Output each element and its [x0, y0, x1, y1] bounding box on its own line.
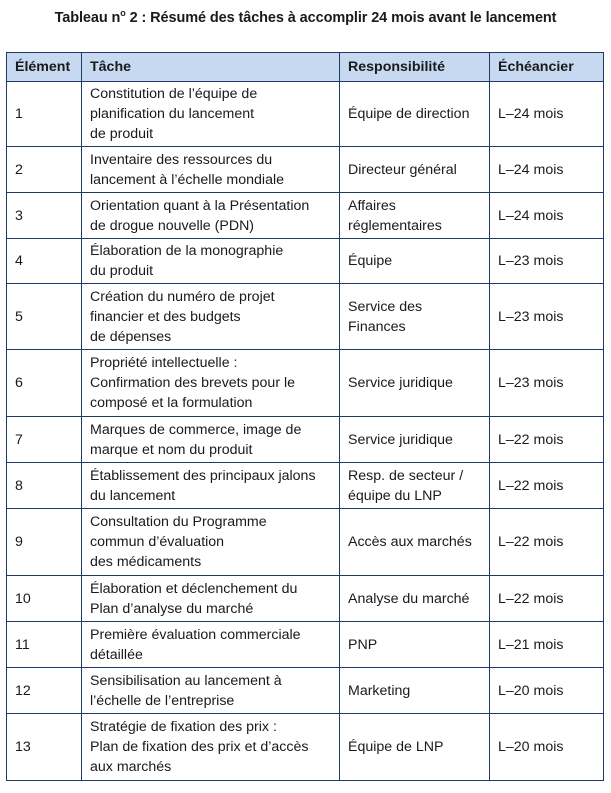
- cell-element: 3: [7, 193, 82, 239]
- cell-task: Marques de commerce, image de marque et nom du produit: [82, 417, 340, 463]
- cell-responsibility: Affaires réglementaires: [340, 193, 490, 239]
- cell-deadline: L–20 mois: [490, 714, 604, 781]
- table-row: [7, 350, 604, 417]
- cell-task: Élaboration et déclenchement du Plan d’analyse du marché: [82, 576, 340, 622]
- table-row: [7, 193, 604, 239]
- cell-task: Stratégie de fixation des prix : Plan de fixation des prix et d’accès aux marchés: [82, 714, 340, 781]
- cell-responsibility: Marketing: [340, 668, 490, 714]
- caption-text: 2 : Résumé des tâches à accomplir 24 mois avant le lancement: [125, 9, 557, 26]
- tasks-table: [6, 52, 604, 781]
- table-row: [7, 417, 604, 463]
- cell-task: Première évaluation commerciale détaillée: [82, 622, 340, 668]
- cell-responsibility: Analyse du marché: [340, 576, 490, 622]
- cell-deadline: L–22 mois: [490, 509, 604, 576]
- cell-responsibility: Resp. de secteur / équipe du LNP: [340, 463, 490, 509]
- cell-deadline: L–23 mois: [490, 284, 604, 350]
- cell-task: Sensibilisation au lancement à l’échelle de l’entreprise: [82, 668, 340, 714]
- caption-prefix: Tableau n: [54, 9, 121, 26]
- table-caption: [0, 8, 611, 26]
- table-body: [7, 82, 604, 781]
- cell-element: 1: [7, 82, 82, 147]
- cell-element: 10: [7, 576, 82, 622]
- cell-task: Constitution de l’équipe de planification du lancement de produit: [82, 82, 340, 147]
- cell-deadline: L–22 mois: [490, 463, 604, 509]
- header-deadline: Échéancier: [490, 53, 604, 82]
- cell-element: 8: [7, 463, 82, 509]
- caption-superscript: o: [120, 8, 126, 18]
- cell-element: 7: [7, 417, 82, 463]
- cell-deadline: L–22 mois: [490, 417, 604, 463]
- cell-deadline: L–23 mois: [490, 239, 604, 284]
- cell-deadline: L–24 mois: [490, 193, 604, 239]
- table-row: [7, 147, 604, 193]
- cell-element: 13: [7, 714, 82, 781]
- cell-element: 5: [7, 284, 82, 350]
- table-row: [7, 622, 604, 668]
- cell-responsibility: Équipe: [340, 239, 490, 284]
- header-responsibility: Responsibilité: [340, 53, 490, 82]
- cell-responsibility: Équipe de LNP: [340, 714, 490, 781]
- cell-task: Inventaire des ressources du lancement à l’échelle mondiale: [82, 147, 340, 193]
- header-row: [7, 53, 604, 82]
- cell-responsibility: Accès aux marchés: [340, 509, 490, 576]
- cell-element: 12: [7, 668, 82, 714]
- table-row: [7, 714, 604, 781]
- cell-responsibility: PNP: [340, 622, 490, 668]
- cell-deadline: L–24 mois: [490, 82, 604, 147]
- cell-responsibility: Directeur général: [340, 147, 490, 193]
- cell-element: 6: [7, 350, 82, 417]
- cell-deadline: L–20 mois: [490, 668, 604, 714]
- cell-element: 11: [7, 622, 82, 668]
- table-row: [7, 82, 604, 147]
- cell-deadline: L–24 mois: [490, 147, 604, 193]
- cell-responsibility: Service juridique: [340, 350, 490, 417]
- cell-responsibility: Service des Finances: [340, 284, 490, 350]
- cell-deadline: L–22 mois: [490, 576, 604, 622]
- header-element: Élément: [7, 53, 82, 82]
- cell-task: Élaboration de la monographie du produit: [82, 239, 340, 284]
- cell-task: Établissement des principaux jalons du lancement: [82, 463, 340, 509]
- table-row: [7, 284, 604, 350]
- cell-element: 4: [7, 239, 82, 284]
- cell-deadline: L–21 mois: [490, 622, 604, 668]
- cell-responsibility: Équipe de direction: [340, 82, 490, 147]
- cell-deadline: L–23 mois: [490, 350, 604, 417]
- table-row: [7, 576, 604, 622]
- cell-element: 2: [7, 147, 82, 193]
- cell-responsibility: Service juridique: [340, 417, 490, 463]
- cell-element: 9: [7, 509, 82, 576]
- table-row: [7, 509, 604, 576]
- table-row: [7, 239, 604, 284]
- table-row: [7, 668, 604, 714]
- cell-task: Création du numéro de projet financier et des budgets de dépenses: [82, 284, 340, 350]
- table-row: [7, 463, 604, 509]
- cell-task: Consultation du Programme commun d’évaluation des médicaments: [82, 509, 340, 576]
- cell-task: Propriété intellectuelle : Confirmation des brevets pour le composé et la formulation: [82, 350, 340, 417]
- cell-task: Orientation quant à la Présentation de drogue nouvelle (PDN): [82, 193, 340, 239]
- header-task: Tâche: [82, 53, 340, 82]
